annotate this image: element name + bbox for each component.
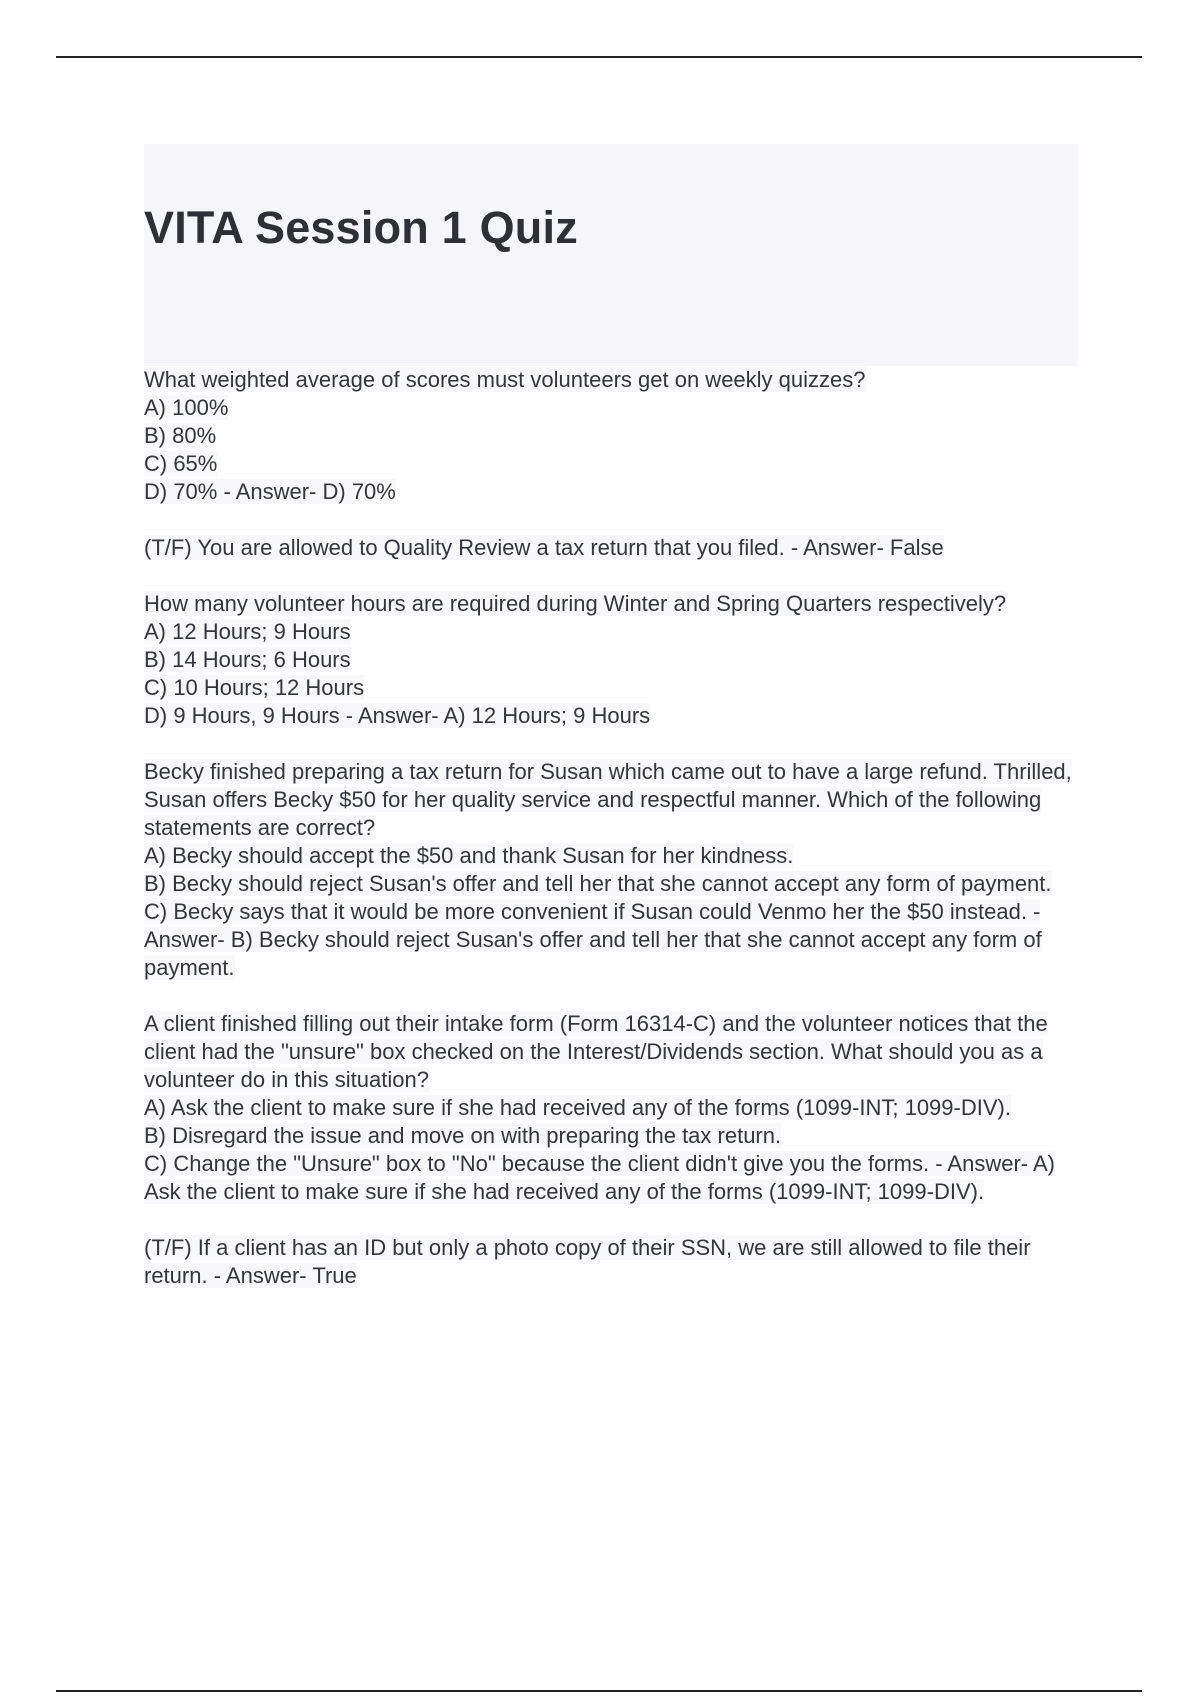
option-answer-text: D) 9 Hours, 9 Hours - Answer- A) 12 Hours; 9 Hours [144,703,651,728]
question-text: A client finished filling out their intake form (Form 16314-C) and the volunteer notices that the client had the "unsure" box checked on the Interest/Dividends section. What should you as a volunteer do in this situation? [144,1011,1048,1092]
question-block [144,1010,1084,1206]
option-text: A) Becky should accept the $50 and thank Susan for her kindness. [144,843,794,868]
page-title: VITA Session 1 Quiz [144,202,578,253]
question-answer-text: (T/F) You are allowed to Quality Review a tax return that you filed. - Answer- False [144,535,944,560]
option-text: B) 14 Hours; 6 Hours [144,647,351,672]
option-text: C) 10 Hours; 12 Hours [144,675,365,700]
question-block [144,758,1084,982]
question-text: What weighted average of scores must volunteers get on weekly quizzes? [144,367,866,392]
bottom-rule [56,1690,1142,1692]
top-rule [56,56,1142,58]
question-answer-text: (T/F) If a client has an ID but only a photo copy of their SSN, we are still allowed to file their return. - Answer- True [144,1235,1031,1288]
title-band [144,144,1078,366]
option-text: B) 80% [144,423,217,448]
option-text: B) Becky should reject Susan's offer and tell her that she cannot accept any form of payment. [144,871,1052,896]
question-block [144,590,1084,730]
question-block [144,1234,1084,1290]
option-text: B) Disregard the issue and move on with preparing the tax return. [144,1123,782,1148]
option-text: A) 100% [144,395,229,420]
option-answer-text: D) 70% - Answer- D) 70% [144,479,396,504]
option-text: A) 12 Hours; 9 Hours [144,619,351,644]
option-answer-text: C) Becky says that it would be more convenient if Susan could Venmo her the $50 instead. - Answer- B) Becky should reject Susan's offer and tell her that she cannot accept any form of payment. [144,899,1042,980]
option-text: A) Ask the client to make sure if she had received any of the forms (1099-INT; 1099-DIV). [144,1095,1011,1120]
question-block [144,534,1084,562]
option-answer-text: C) Change the "Unsure" box to "No" because the client didn't give you the forms. - Answer- A) Ask the client to make sure if she had received any of the forms (1099-INT; 1099-DIV). [144,1151,1056,1204]
option-text: C) 65% [144,451,218,476]
question-block [144,366,1084,506]
question-text: How many volunteer hours are required during Winter and Spring Quarters respectively? [144,591,1007,616]
question-text: Becky finished preparing a tax return for Susan which came out to have a large refund. Thrilled, Susan offers Becky $50 for her quality service and respectful manner. Which of the following statements are correct? [144,759,1072,840]
quiz-content [144,366,1084,1318]
